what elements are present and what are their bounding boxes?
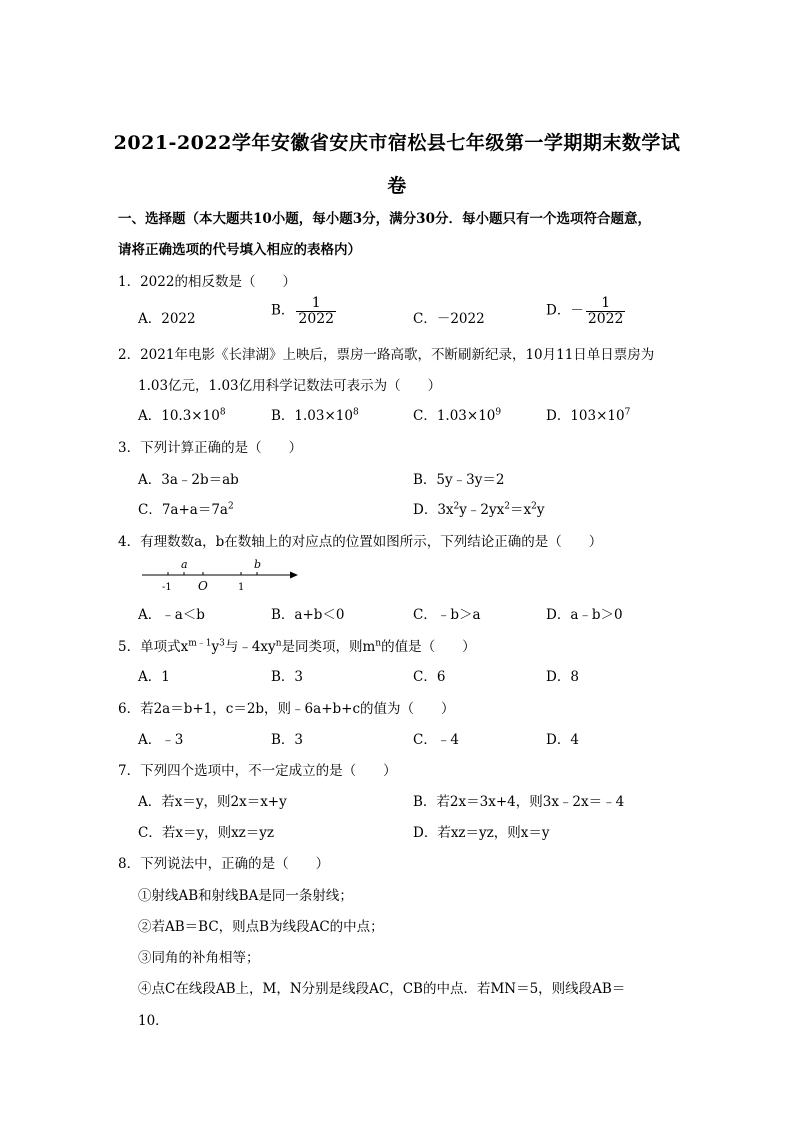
question-1-option-c: C．－2022 — [413, 311, 485, 327]
question-4-stem: 4．有理数数a，b在数轴上的对应点的位置如图所示，下列结论正确的是（ ） — [118, 534, 603, 550]
question-6-option-d: D．4 — [546, 732, 579, 748]
exponent: 9 — [495, 407, 502, 418]
stem-text: 的值是（ ） — [381, 639, 476, 655]
fraction-numerator: 1 — [601, 295, 611, 311]
exponent: m﹣1 — [188, 638, 212, 649]
option-text: y — [536, 502, 545, 518]
exponent: n — [275, 638, 282, 649]
option-text: C．1.03×10 — [413, 408, 496, 424]
number-line-figure — [138, 555, 303, 595]
question-7-option-d: D．若xz＝yz，则x＝y — [413, 825, 550, 841]
fraction — [586, 296, 626, 326]
fraction — [296, 296, 336, 326]
question-8-statement-1: ①射线AB和射线BA是同一条射线； — [138, 888, 353, 904]
question-1-option-d — [546, 296, 625, 326]
option-label: B． — [271, 302, 295, 319]
question-5-option-d: D．8 — [546, 669, 579, 685]
option-text: D．103×10 — [546, 408, 625, 424]
question-4-option-c: C．﹣b＞a — [413, 607, 481, 623]
question-1-option-b — [271, 296, 336, 326]
exponent: 8 — [352, 407, 359, 418]
question-5-stem — [118, 635, 476, 655]
stem-text: y — [211, 639, 220, 655]
fraction-denominator: 2022 — [587, 310, 624, 327]
stem-text: 是同类项，则m — [281, 639, 376, 655]
question-8-statement-4-continued: 10． — [138, 1013, 169, 1029]
question-8-statement-3: ③同角的补角相等； — [138, 950, 260, 966]
question-3-option-a: A．3a﹣2b＝ab — [138, 472, 239, 488]
arrow-head-icon — [290, 572, 298, 579]
label-1: 1 — [238, 582, 245, 593]
fraction-denominator: 2022 — [298, 310, 335, 327]
question-7-stem: 7．下列四个选项中，不一定成立的是（ ） — [118, 763, 397, 779]
option-label: D．－ — [546, 302, 584, 319]
question-2-stem-continued: 1.03亿元，1.03亿用科学记数法可表示为（ ） — [138, 378, 442, 394]
question-5-option-b: B．3 — [271, 669, 304, 685]
question-8-stem: 8．下列说法中，正确的是（ ） — [118, 856, 330, 872]
question-3-stem: 3．下列计算正确的是（ ） — [118, 440, 303, 456]
exponent: 2 — [227, 501, 234, 512]
question-6-stem: 6．若2a＝b+1，c＝2b，则﹣6a+b+c的值为（ ） — [118, 701, 455, 717]
stem-text: 5．单项式x — [118, 639, 189, 655]
exponent: 2 — [453, 501, 460, 512]
label-a: a — [181, 558, 188, 571]
exponent: 2 — [531, 501, 537, 512]
question-3-option-d — [413, 498, 544, 518]
question-7-option-c: C．若x＝y，则xz＝yz — [138, 825, 275, 841]
question-2-stem: 2．2021年电影《长津湖》上映后，票房一路高歌，不断刷新纪录，10月11日单日票房为 — [118, 347, 655, 363]
label-neg1: -1 — [162, 582, 172, 593]
question-1-option-a: A．2022 — [138, 311, 196, 327]
section-heading: 一、选择题（本大题共10小题，每小题3分，满分30分．每小题只有一个选项符合题意， — [118, 211, 651, 227]
question-6-option-b: B．3 — [271, 732, 304, 748]
question-5-option-c: C．6 — [413, 669, 446, 685]
question-2-option-b — [271, 404, 359, 424]
exponent: 2 — [504, 501, 510, 512]
option-text: A．10.3×10 — [138, 408, 220, 424]
question-6-option-a: A．﹣3 — [138, 732, 184, 748]
question-3-option-b: B．5y﹣3y＝2 — [413, 472, 505, 488]
exam-title-continued: 卷 — [387, 175, 407, 197]
option-text: D．3x — [413, 502, 454, 518]
label-b: b — [254, 558, 262, 571]
question-1-stem: 1．2022的相反数是（ ） — [118, 274, 296, 290]
exponent: 7 — [624, 407, 631, 418]
option-text: B．1.03×10 — [271, 408, 353, 424]
question-8-statement-4: ④点C在线段AB上，M，N分别是线段AC，CB的中点．若MN＝5，则线段AB＝ — [138, 981, 626, 997]
question-6-option-c: C．﹣4 — [413, 732, 459, 748]
label-origin: O — [198, 579, 208, 593]
exponent: n — [375, 638, 382, 649]
question-7-option-b: B．若2x＝3x+4，则3x﹣2x＝﹣4 — [413, 794, 625, 810]
question-5-option-a: A．1 — [138, 669, 170, 685]
exam-title: 2021-2022学年安徽省安庆市宿松县七年级第一学期期末数学试 — [113, 132, 681, 154]
question-4-option-b: B．a+b＜0 — [271, 607, 345, 623]
exponent: 3 — [219, 638, 225, 649]
option-text: y﹣2yx — [459, 502, 505, 518]
question-8-statement-2: ②若AB＝BC，则点B为线段AC的中点； — [138, 919, 384, 935]
question-4-option-a: A．﹣a＜b — [138, 607, 205, 623]
question-2-option-c — [413, 404, 501, 424]
stem-text: 与﹣4xy — [224, 639, 276, 655]
question-2-option-a — [138, 404, 226, 424]
section-heading-continued: 请将正确选项的代号填入相应的表格内） — [118, 242, 361, 258]
exponent: 8 — [219, 407, 226, 418]
question-7-option-a: A．若x＝y，则2x＝x+y — [138, 794, 287, 810]
option-text: C．7a+a＝7a — [138, 502, 228, 518]
option-text: ＝x — [509, 502, 532, 518]
fraction-numerator: 1 — [311, 295, 321, 311]
question-3-option-c — [138, 498, 234, 518]
question-2-option-d — [546, 404, 630, 424]
question-4-option-d: D．a﹣b＞0 — [546, 607, 623, 623]
